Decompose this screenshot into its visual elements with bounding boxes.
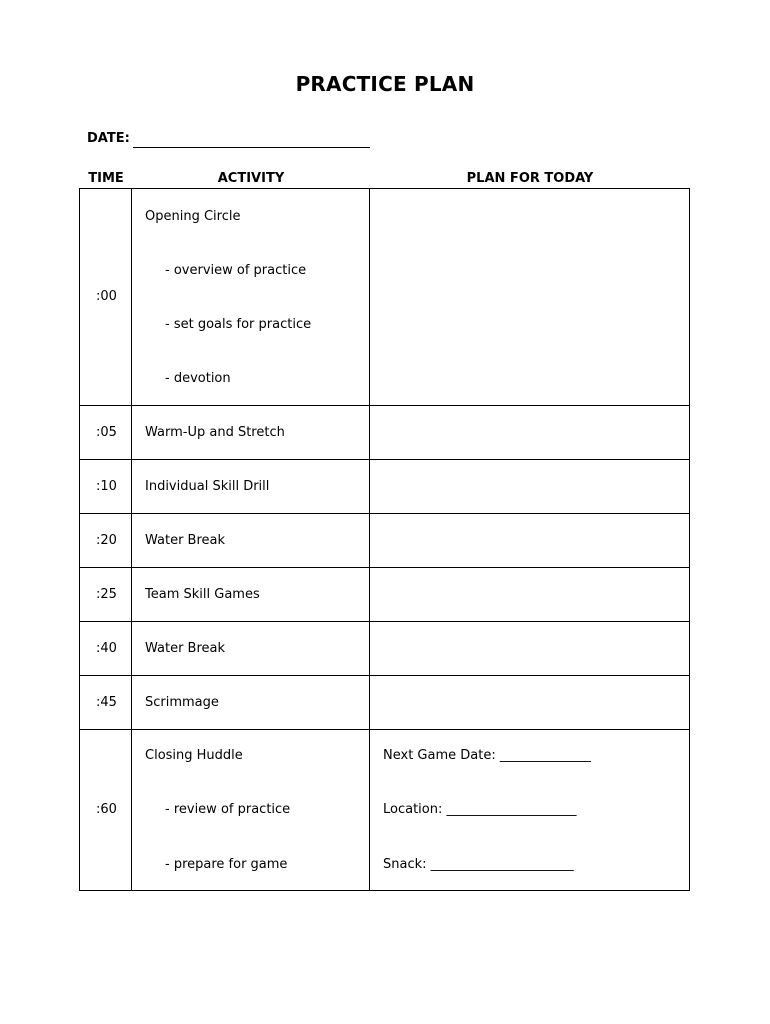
row-divider [79,567,690,568]
snack-field[interactable]: Snack: ______________________ [383,857,574,872]
column-divider-activity [369,188,370,891]
row-time: :40 [96,641,117,656]
row-divider [79,459,690,460]
row-activity: Opening Circle [145,209,241,224]
row-time: :45 [96,695,117,710]
page-title: PRACTICE PLAN [295,72,475,96]
date-field-line[interactable] [133,147,370,148]
row-activity: Warm-Up and Stretch [145,425,285,440]
row-time: :25 [96,587,117,602]
next-game-date-field[interactable]: Next Game Date: ______________ [383,748,591,763]
row-activity: Individual Skill Drill [145,479,270,494]
row-time: :20 [96,533,117,548]
row-time: :00 [96,289,117,304]
activity-sub-item: - overview of practice [165,263,307,278]
column-divider-time [131,188,132,891]
activity-sub-item: - review of practice [165,802,291,817]
column-header-activity: ACTIVITY [217,171,285,186]
activity-sub-item: - devotion [165,371,231,386]
activity-sub-item: - prepare for game [165,857,288,872]
row-divider [79,405,690,406]
location-field[interactable]: Location: ____________________ [383,802,577,817]
row-activity: Closing Huddle [145,748,243,763]
row-activity: Water Break [145,641,226,656]
row-time: :05 [96,425,117,440]
date-label: DATE: [87,131,130,146]
column-header-time: TIME [88,171,124,186]
row-divider [79,675,690,676]
row-activity: Team Skill Games [145,587,260,602]
row-time: :10 [96,479,117,494]
row-time: :60 [96,802,117,817]
row-activity: Water Break [145,533,226,548]
row-divider [79,729,690,730]
column-header-plan: PLAN FOR TODAY [466,171,594,186]
activity-sub-item: - set goals for practice [165,317,312,332]
row-activity: Scrimmage [145,695,219,710]
row-divider [79,513,690,514]
row-divider [79,621,690,622]
